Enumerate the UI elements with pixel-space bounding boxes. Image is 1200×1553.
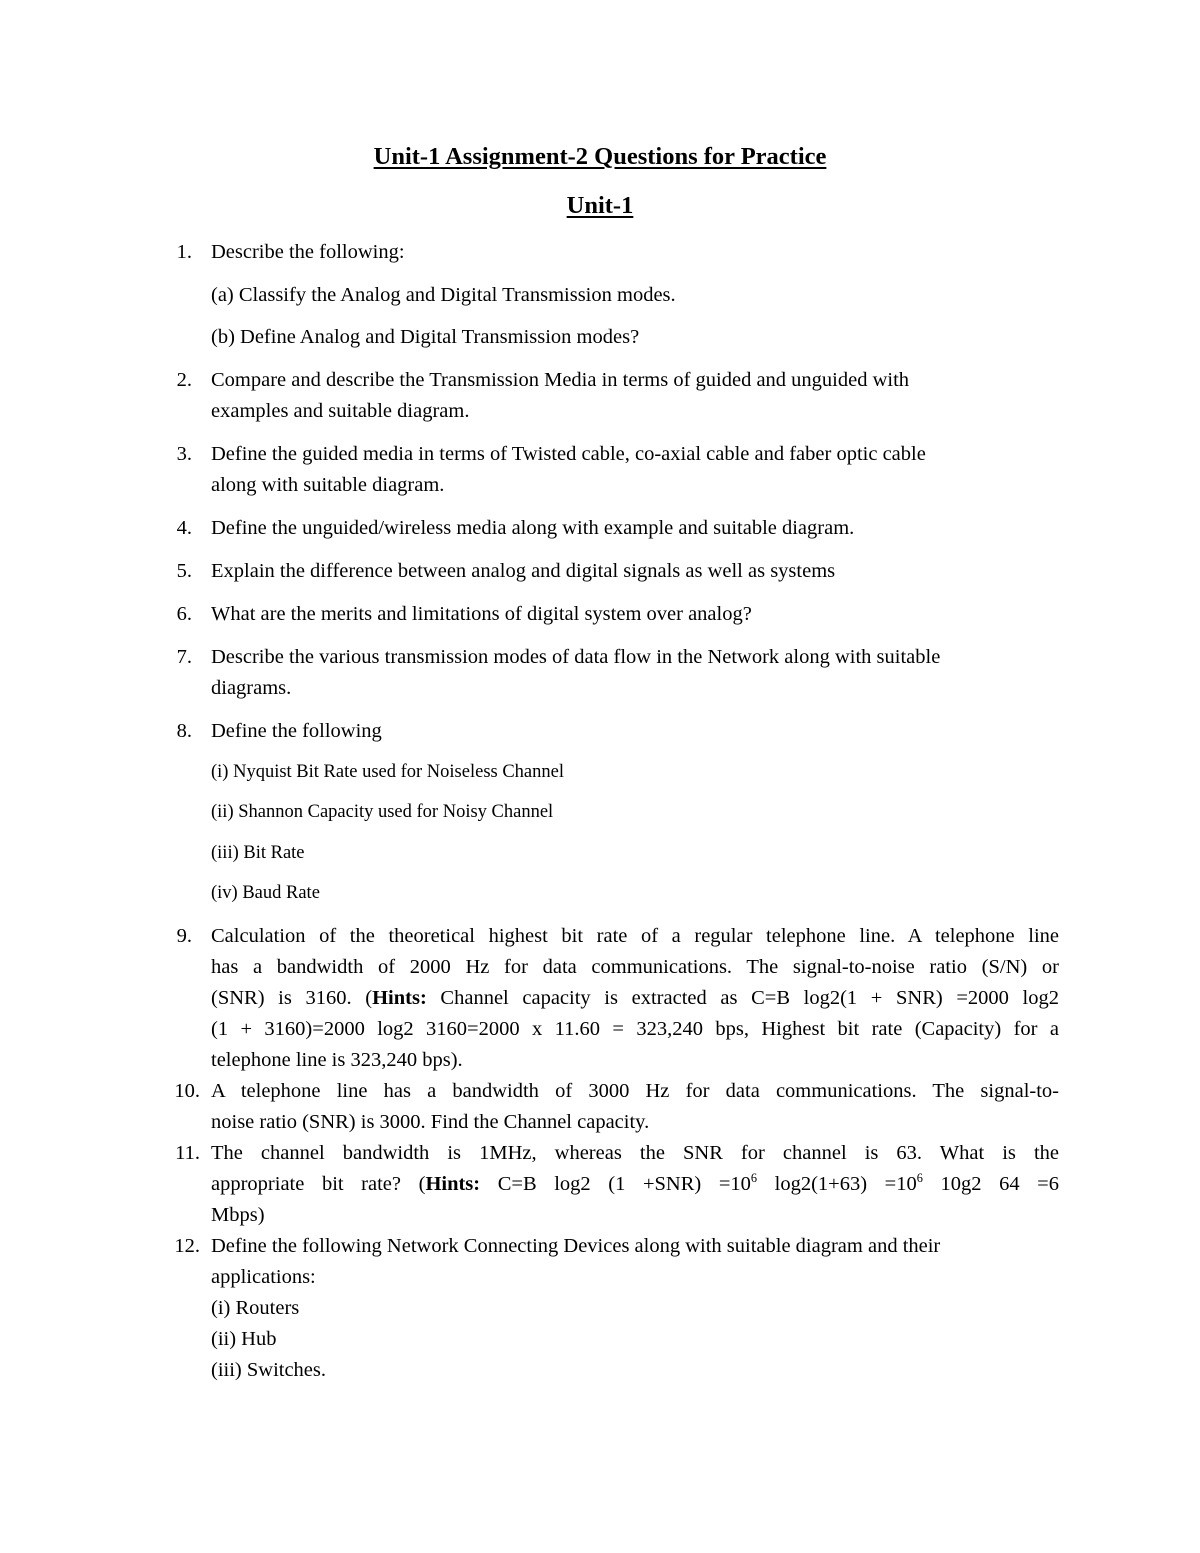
sub-item: (b) Define Analog and Digital Transmission modes? (211, 326, 640, 348)
question-number: 12. (174, 1235, 200, 1257)
question-number: 7. (176, 646, 192, 668)
question-text: Define the following (211, 720, 382, 742)
page-title: Unit-1 Assignment-2 Questions for Practice (373, 143, 827, 170)
question-text: (SNR) is 3160. (Hints: Channel capacity is extracted as C=B log2(1 + SNR) =2000 log2 (211, 987, 1059, 1009)
sub-item: (i) Routers (211, 1297, 300, 1319)
question-number: 3. (176, 443, 192, 465)
question-text: Define the following Network Connecting Devices along with suitable diagram and their (211, 1235, 941, 1257)
question-text: A telephone line has a bandwidth of 3000 Hz for data communications. The signal-to- (211, 1080, 1059, 1102)
sub-item: (iii) Bit Rate (211, 843, 305, 863)
question-number: 9. (176, 925, 192, 947)
question-text: (1 + 3160)=2000 log2 3160=2000 x 11.60 = 323,240 bps, Highest bit rate (Capacity) for a (211, 1018, 1059, 1040)
question-text: applications: (211, 1266, 316, 1288)
sub-item: (a) Classify the Analog and Digital Transmission modes. (211, 284, 676, 306)
question-number: 4. (176, 517, 192, 539)
question-text: telephone line is 323,240 bps). (211, 1049, 463, 1071)
question-number: 5. (176, 560, 192, 582)
question-text: appropriate bit rate? (Hints: C=B log2 $(1 +SNR) =10^6$ $\log 2(1+63) =10^6$ 10g2 64 =6 (211, 1171, 1059, 1195)
question-text: Define the unguided/wireless media along with example and suitable diagram. (211, 517, 855, 539)
question-text: along with suitable diagram. (211, 474, 445, 496)
question-text: diagrams. (211, 677, 292, 699)
question-text: The channel bandwidth is 1MHz, whereas the SNR for channel is 63. What is the (211, 1142, 1059, 1164)
question-text: Define the guided media in terms of Twisted cable, co-axial cable and faber optic cable (211, 443, 926, 465)
question-text: examples and suitable diagram. (211, 400, 470, 422)
sub-item: (ii) Shannon Capacity used for Noisy Channel (211, 802, 554, 822)
question-text: noise ratio (SNR) is 3000. Find the Channel capacity. (211, 1111, 650, 1133)
question-text: Compare and describe the Transmission Media in terms of guided and unguided with (211, 369, 910, 391)
sub-item: (iii) Switches. (211, 1359, 327, 1381)
question-text: Explain the difference between analog and digital signals as well as systems (211, 560, 836, 582)
question-text: Describe the following: (211, 241, 405, 263)
sub-item: (i) Nyquist Bit Rate used for Noiseless Channel (211, 762, 564, 782)
question-text: Calculation of the theoretical highest bit rate of a regular telephone line. A telephone line (211, 925, 1059, 947)
question-number: 11. (175, 1142, 200, 1164)
question-number: 8. (176, 720, 192, 742)
question-text: Describe the various transmission modes of data flow in the Network along with suitable (211, 646, 941, 668)
question-number: 1. (176, 241, 192, 263)
hints-label: Hints: (372, 987, 427, 1009)
page-subtitle: Unit-1 (566, 192, 634, 219)
sub-item: (ii) Hub (211, 1328, 277, 1350)
question-text: What are the merits and limitations of digital system over analog? (211, 603, 752, 625)
hints-label: Hints: (425, 1173, 481, 1195)
sub-item: (iv) Baud Rate (211, 883, 320, 903)
question-number: 6. (176, 603, 192, 625)
question-number: 2. (176, 369, 192, 391)
question-text: Mbps) (211, 1204, 265, 1226)
question-text: has a bandwidth of 2000 Hz for data communications. The signal-to-noise ratio (S/N) or (211, 956, 1059, 978)
question-number: 10. (174, 1080, 200, 1102)
